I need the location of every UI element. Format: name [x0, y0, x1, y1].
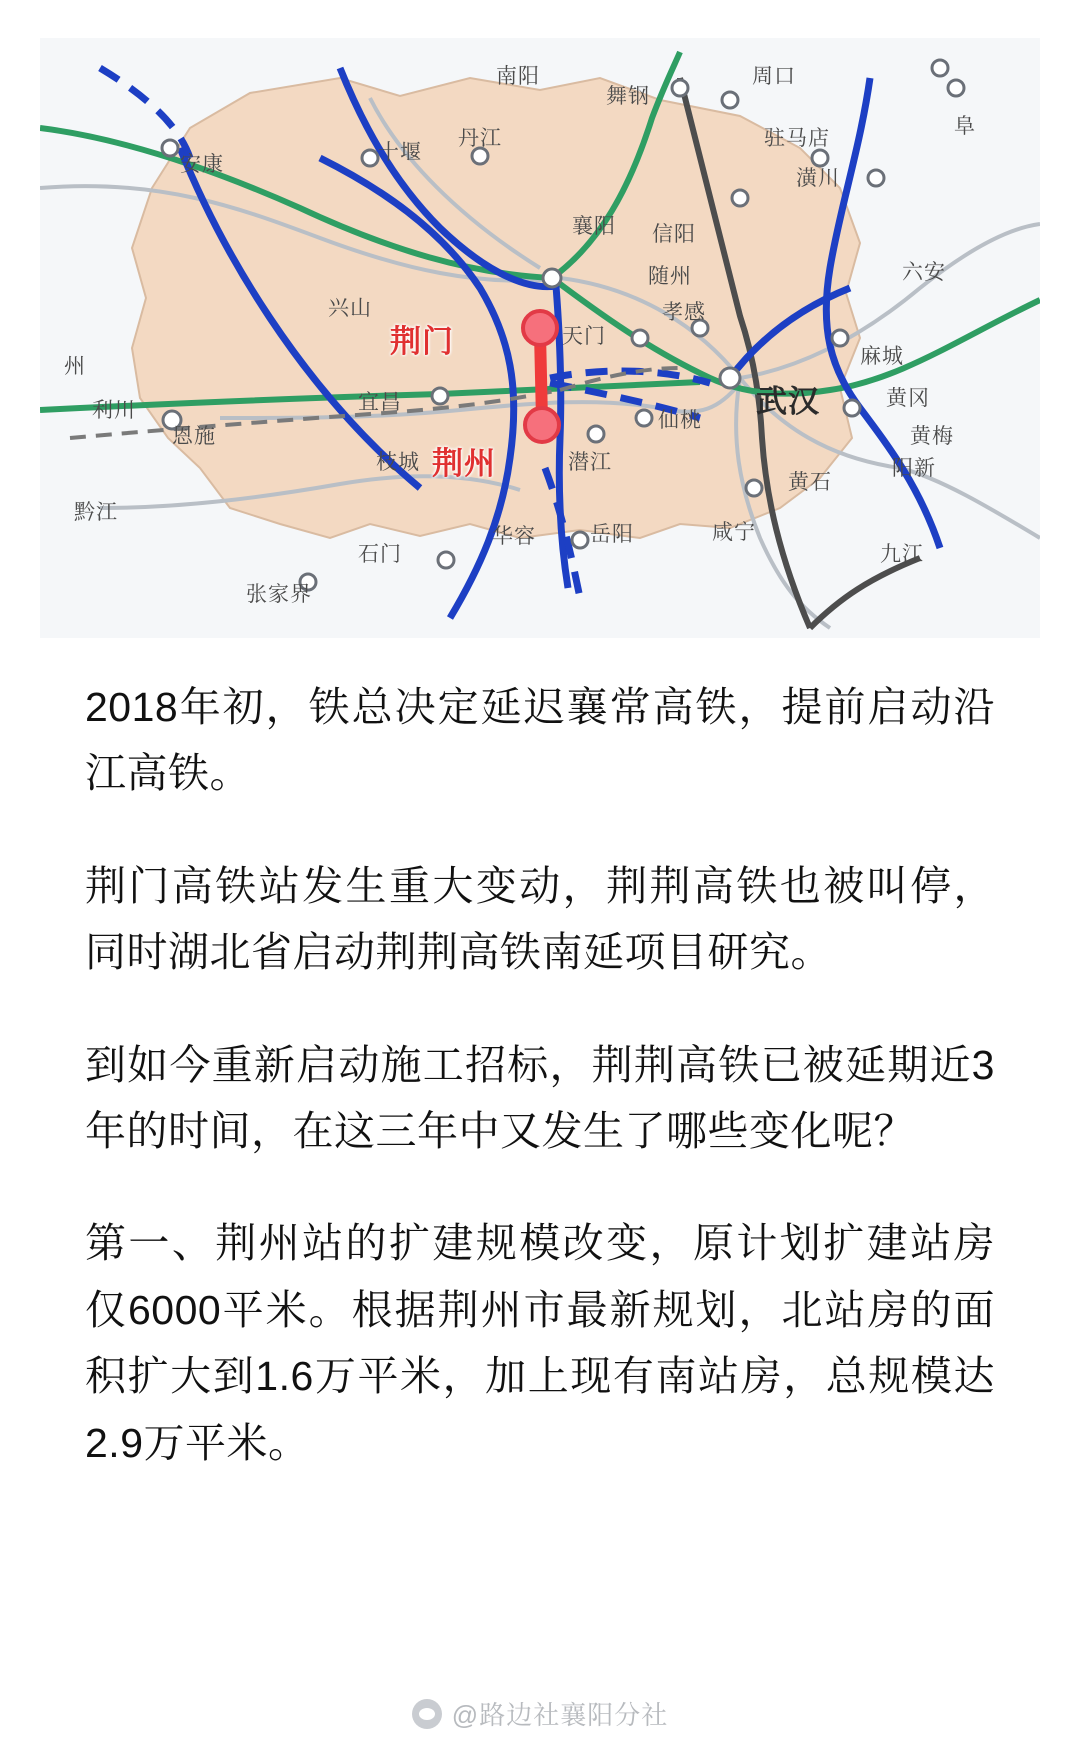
map-place-label: 兴山 [328, 297, 372, 320]
map-place-label: 丹江 [458, 127, 502, 150]
paragraph-1: 2018年初，铁总决定延迟襄常高铁，提前启动沿江高铁。 [85, 684, 995, 797]
map-place-label: 咸宁 [712, 521, 756, 544]
map-place-label: 石门 [358, 543, 402, 566]
map-place-label: 天门 [562, 325, 606, 348]
map-place-label: 舞钢 [606, 85, 650, 108]
map-place-label: 黄冈 [886, 387, 930, 410]
map-place-label: 州 [64, 355, 86, 378]
map-place-label: 周口 [752, 65, 796, 88]
map-place-label: 阜 [954, 115, 976, 138]
map-place-label: 九江 [880, 543, 924, 566]
map-place-label: 岳阳 [590, 523, 634, 546]
weibo-icon [412, 1699, 442, 1729]
map-place-label: 随州 [648, 265, 692, 288]
map-place-label: 黔江 [74, 501, 118, 524]
map-place-label: 枝城 [376, 451, 420, 474]
map-place-label: 麻城 [860, 345, 904, 368]
map-place-label: 信阳 [652, 223, 696, 246]
map-place-label: 荆门 [390, 324, 454, 359]
map-place-label: 襄阳 [572, 215, 616, 238]
paragraph-3: 到如今重新启动施工招标，荆荆高铁已被延期近3年的时间，在这三年中又发生了哪些变化呢？ [85, 1041, 995, 1155]
map-place-label: 阳新 [892, 457, 936, 480]
map-place-label: 黄梅 [910, 425, 954, 448]
map-place-label: 黄石 [788, 471, 832, 494]
footer-account-name: @路边社襄阳分社 [451, 1700, 669, 1730]
footer-watermark [0, 1695, 1080, 1732]
paragraph-4: 第一、荆州站的扩建规模改变，原计划扩建站房仅6000平米。根据荆州市最新规划，北站房的面积扩大到1.6万平米，加上现有南站房，总规模达2.9万平米。 [85, 1220, 995, 1466]
map-place-label: 武汉 [756, 384, 820, 419]
map-place-label: 张家界 [246, 583, 312, 606]
map-place-label: 仙桃 [658, 409, 702, 432]
map-place-label: 安康 [180, 153, 224, 176]
map-place-label: 驻马店 [764, 127, 830, 150]
map-place-label: 华容 [492, 525, 536, 548]
map-place-label: 六安 [902, 261, 946, 284]
map-place-label: 宜昌 [358, 391, 402, 414]
map-place-label: 利川 [92, 399, 136, 422]
article-body [85, 674, 995, 1476]
map-place-label: 恩施 [172, 425, 216, 448]
map-figure [40, 38, 1040, 638]
map-place-label: 荆州 [432, 446, 496, 481]
map-place-label: 孝感 [662, 301, 706, 324]
map-place-label: 潜江 [568, 451, 612, 474]
map-place-label: 南阳 [496, 65, 540, 88]
paragraph-2: 荆门高铁站发生重大变动，荆荆高铁也被叫停，同时湖北省启动荆荆高铁南延项目研究。 [85, 862, 995, 976]
map-place-label: 十堰 [378, 141, 422, 164]
map-place-label: 潢川 [796, 167, 840, 190]
